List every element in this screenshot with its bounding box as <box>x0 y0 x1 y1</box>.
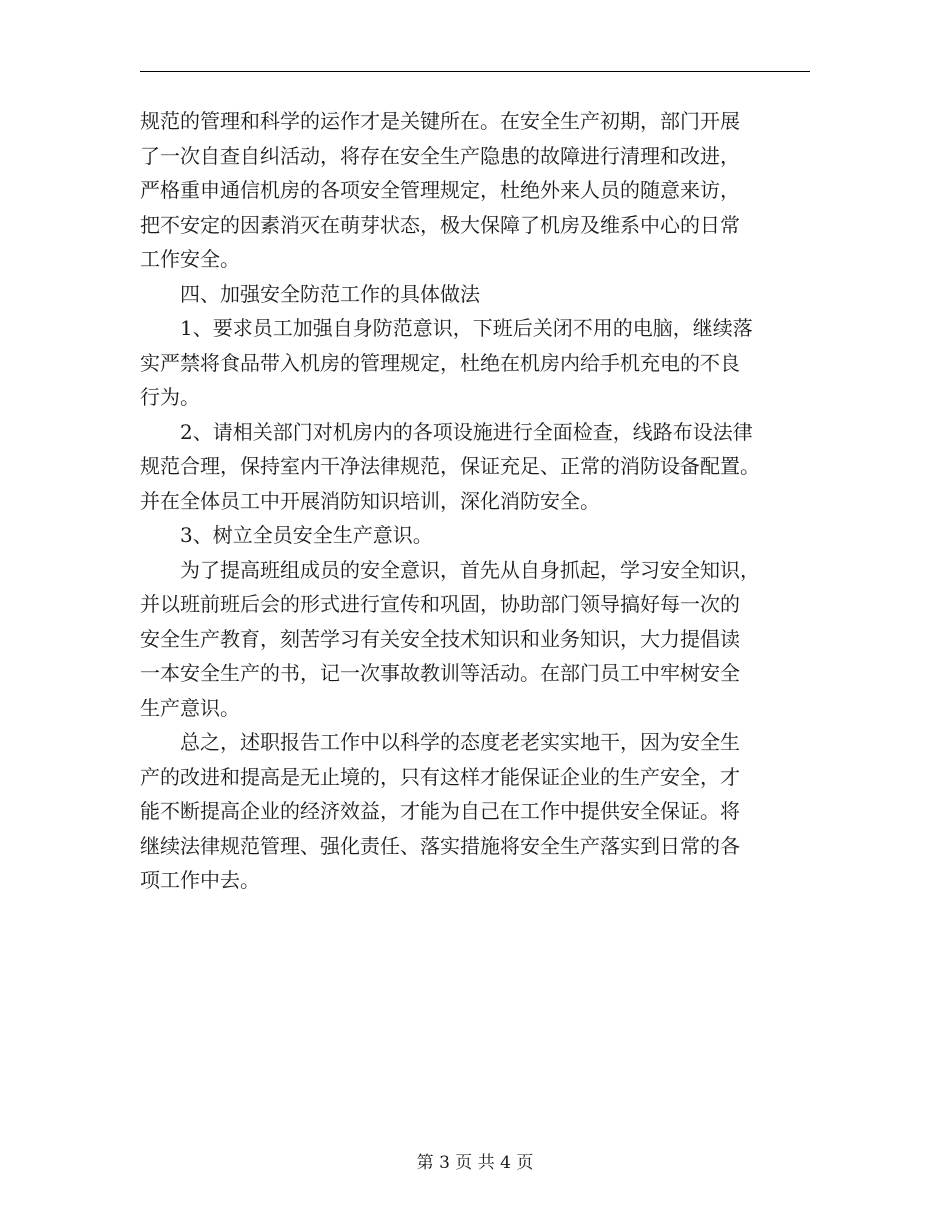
text-line: 产的改进和提高是无止境的，只有这样才能保证企业的生产安全，才 <box>140 764 740 789</box>
text-line: 工作安全。 <box>140 247 240 271</box>
text-line: 把不安定的因素消灭在萌芽状态，极大保障了机房及维系中心的日常 <box>140 212 740 237</box>
section-heading: 四、加强安全防范工作的具体做法 <box>140 281 480 306</box>
text-line: 并以班前班后会的形式进行宣传和巩固，协助部门领导搞好每一次的 <box>140 592 740 616</box>
page-number-footer: 第 3 页 共 4 页 <box>416 1153 534 1173</box>
text-line: 项工作中去。 <box>140 868 260 892</box>
text-line: 为了提高班组成员的安全意识，首先从自身抓起，学习安全知识， <box>140 557 760 582</box>
text-line: 总之，述职报告工作中以科学的态度老老实实地干，因为安全生 <box>140 730 740 754</box>
text-line: 行为。 <box>140 385 200 409</box>
text-line: 3、树立全员安全生产意识。 <box>140 523 433 547</box>
text-line: 实严禁将食品带入机房的管理规定，杜绝在机房内给手机充电的不良 <box>140 350 740 375</box>
header-rule <box>140 71 810 72</box>
text-line: 2、请相关部门对机房内的各项设施进行全面检查，线路布设法律 <box>140 419 753 444</box>
text-line: 了一次自查自纠活动，将存在安全生产隐患的故障进行清理和改进， <box>140 143 740 168</box>
text-line: 一本安全生产的书，记一次事故教训等活动。在部门员工中牢树安全 <box>140 661 740 685</box>
text-line: 规范合理，保持室内干净法律规范，保证充足、正常的消防设备配置。 <box>140 454 760 478</box>
text-line: 安全生产教育，刻苦学习有关安全技术知识和业务知识，大力提倡读 <box>140 626 740 651</box>
text-line: 继续法律规范管理、强化责任、落实措施将安全生产落实到日常的各 <box>140 833 740 858</box>
text-line: 并在全体员工中开展消防知识培训，深化消防安全。 <box>140 488 600 513</box>
text-line: 1、要求员工加强自身防范意识，下班后关闭不用的电脑，继续落 <box>140 316 753 340</box>
text-line: 能不断提高企业的经济效益，才能为自己在工作中提供安全保证。将 <box>140 799 740 823</box>
text-line: 生产意识。 <box>140 695 240 720</box>
text-line: 严格重申通信机房的各项安全管理规定，杜绝外来人员的随意来访， <box>140 178 740 202</box>
document-body <box>140 104 810 898</box>
text-line: 规范的管理和科学的运作才是关键所在。在安全生产初期，部门开展 <box>140 109 740 133</box>
